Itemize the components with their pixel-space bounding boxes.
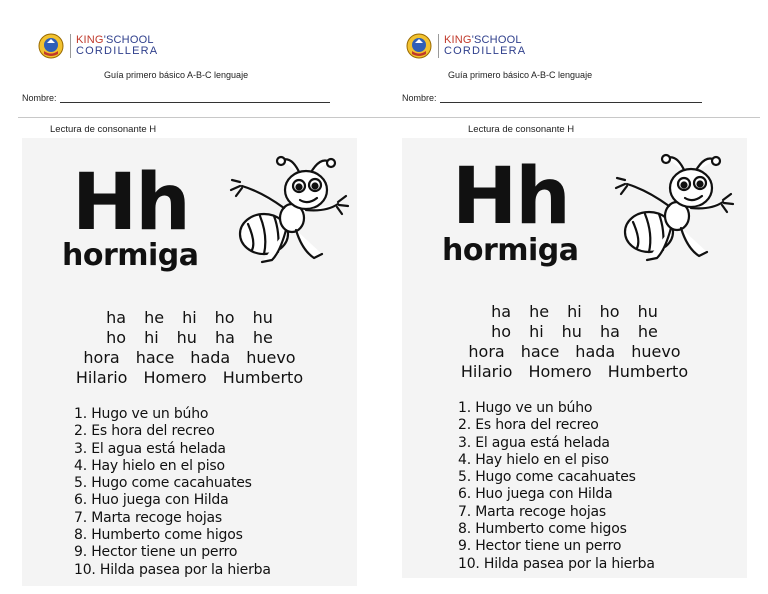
key-word: hormiga [442, 233, 579, 268]
sentence: 8. Humberto come higos [74, 527, 243, 544]
key-word: hormiga [62, 238, 199, 273]
sentence: 6. Huo juega con Hilda [458, 486, 613, 503]
sentence-list [458, 400, 655, 573]
sentence: 10. Hilda pasea por la hierba [74, 561, 271, 578]
sentence: 2. Es hora del recreo [74, 423, 215, 440]
logo-text-king: KING [444, 34, 472, 46]
logo-text-school: 'SCHOOL [103, 34, 154, 46]
word-row-2 [402, 362, 747, 382]
name-word: Homero [528, 362, 592, 381]
word: hora [83, 348, 120, 367]
syllable: he [252, 328, 273, 347]
syllable: ha [214, 328, 235, 347]
syllable-row-2 [22, 328, 357, 348]
word: huevo [631, 342, 681, 361]
syllable: he [637, 322, 658, 341]
name-word: Homero [143, 368, 207, 387]
sentence: 5. Hugo come cacahuates [458, 469, 636, 486]
syllable: hi [529, 322, 544, 341]
sentence: 10. Hilda pasea por la hierba [458, 555, 655, 572]
syllable: ho [106, 328, 127, 347]
name-blank-line[interactable] [440, 93, 702, 103]
word-row-1 [402, 342, 747, 362]
syllable: ho [491, 322, 512, 341]
logo-text-cordillera: CORDILLERA [76, 45, 159, 57]
logo-text-school: 'SCHOOL [471, 34, 522, 46]
ant-cartoon-icon [607, 150, 735, 270]
sentence: 8. Humberto come higos [458, 521, 627, 538]
word: huevo [246, 348, 296, 367]
syllable-row-1 [22, 308, 357, 328]
name-blank-line[interactable] [60, 93, 330, 103]
sentence-list [74, 406, 271, 579]
syllable: ho [599, 302, 620, 321]
syllable: he [529, 302, 550, 321]
word: hace [135, 348, 175, 367]
lesson-title: Lectura de consonante H [468, 124, 575, 135]
name-field[interactable] [22, 93, 330, 103]
sentence: 2. Es hora del recreo [458, 417, 599, 434]
syllable: ho [214, 308, 235, 327]
name-word: Hilario [460, 362, 513, 381]
word: hada [190, 348, 231, 367]
guide-title: Guía primero básico A-B-C lenguaje [448, 70, 593, 80]
sentence: 3. El agua está helada [458, 434, 610, 451]
sentence: 5. Hugo come cacahuates [74, 475, 252, 492]
syllable: he [144, 308, 165, 327]
word-row-2 [22, 368, 357, 388]
sentence: 4. Hay hielo en el piso [458, 451, 609, 468]
syllable-row-2 [402, 322, 747, 342]
name-field[interactable] [402, 93, 702, 103]
name-label: Nombre: [402, 93, 437, 103]
sentence: 4. Hay hielo en el piso [74, 457, 225, 474]
sentence: 7. Marta recoge hojas [74, 509, 223, 526]
logo-text-cordillera: CORDILLERA [444, 45, 527, 57]
word: hora [468, 342, 505, 361]
big-letter: Hh [452, 152, 569, 242]
syllable: hi [567, 302, 582, 321]
reading-card [22, 138, 357, 586]
sentence: 1. Hugo ve un búho [458, 400, 593, 416]
name-word: Humberto [222, 368, 304, 387]
sentence: 9. Hector tiene un perro [74, 544, 238, 561]
word: hace [520, 342, 560, 361]
ant-cartoon-icon [222, 152, 350, 272]
word-row-1 [22, 348, 357, 368]
worksheet-right [384, 0, 768, 594]
sentence: 3. El agua está helada [74, 440, 226, 457]
word: hada [575, 342, 616, 361]
syllable: hi [144, 328, 159, 347]
reading-card [402, 138, 747, 578]
logo-text-king: KING [76, 34, 104, 46]
sentence: 7. Marta recoge hojas [458, 503, 607, 520]
sentence: 9. Hector tiene un perro [458, 538, 622, 555]
syllable: ha [599, 322, 620, 341]
syllable: ha [491, 302, 512, 321]
name-word: Hilario [75, 368, 128, 387]
syllable: hu [561, 322, 582, 341]
name-word: Humberto [607, 362, 689, 381]
big-letter: Hh [72, 158, 189, 248]
school-logo [38, 33, 158, 59]
school-crest-icon [38, 33, 64, 59]
school-crest-icon [406, 33, 432, 59]
name-label: Nombre: [22, 93, 57, 103]
guide-title: Guía primero básico A-B-C lenguaje [104, 70, 249, 80]
syllable: hi [182, 308, 197, 327]
syllable: ha [106, 308, 127, 327]
syllable: hu [176, 328, 197, 347]
syllable-row-1 [402, 302, 747, 322]
sentence: 1. Hugo ve un búho [74, 406, 209, 422]
school-logo [406, 33, 526, 59]
sentence: 6. Huo juega con Hilda [74, 492, 229, 509]
syllable: hu [637, 302, 658, 321]
syllable: hu [252, 308, 273, 327]
lesson-title: Lectura de consonante H [50, 124, 157, 135]
